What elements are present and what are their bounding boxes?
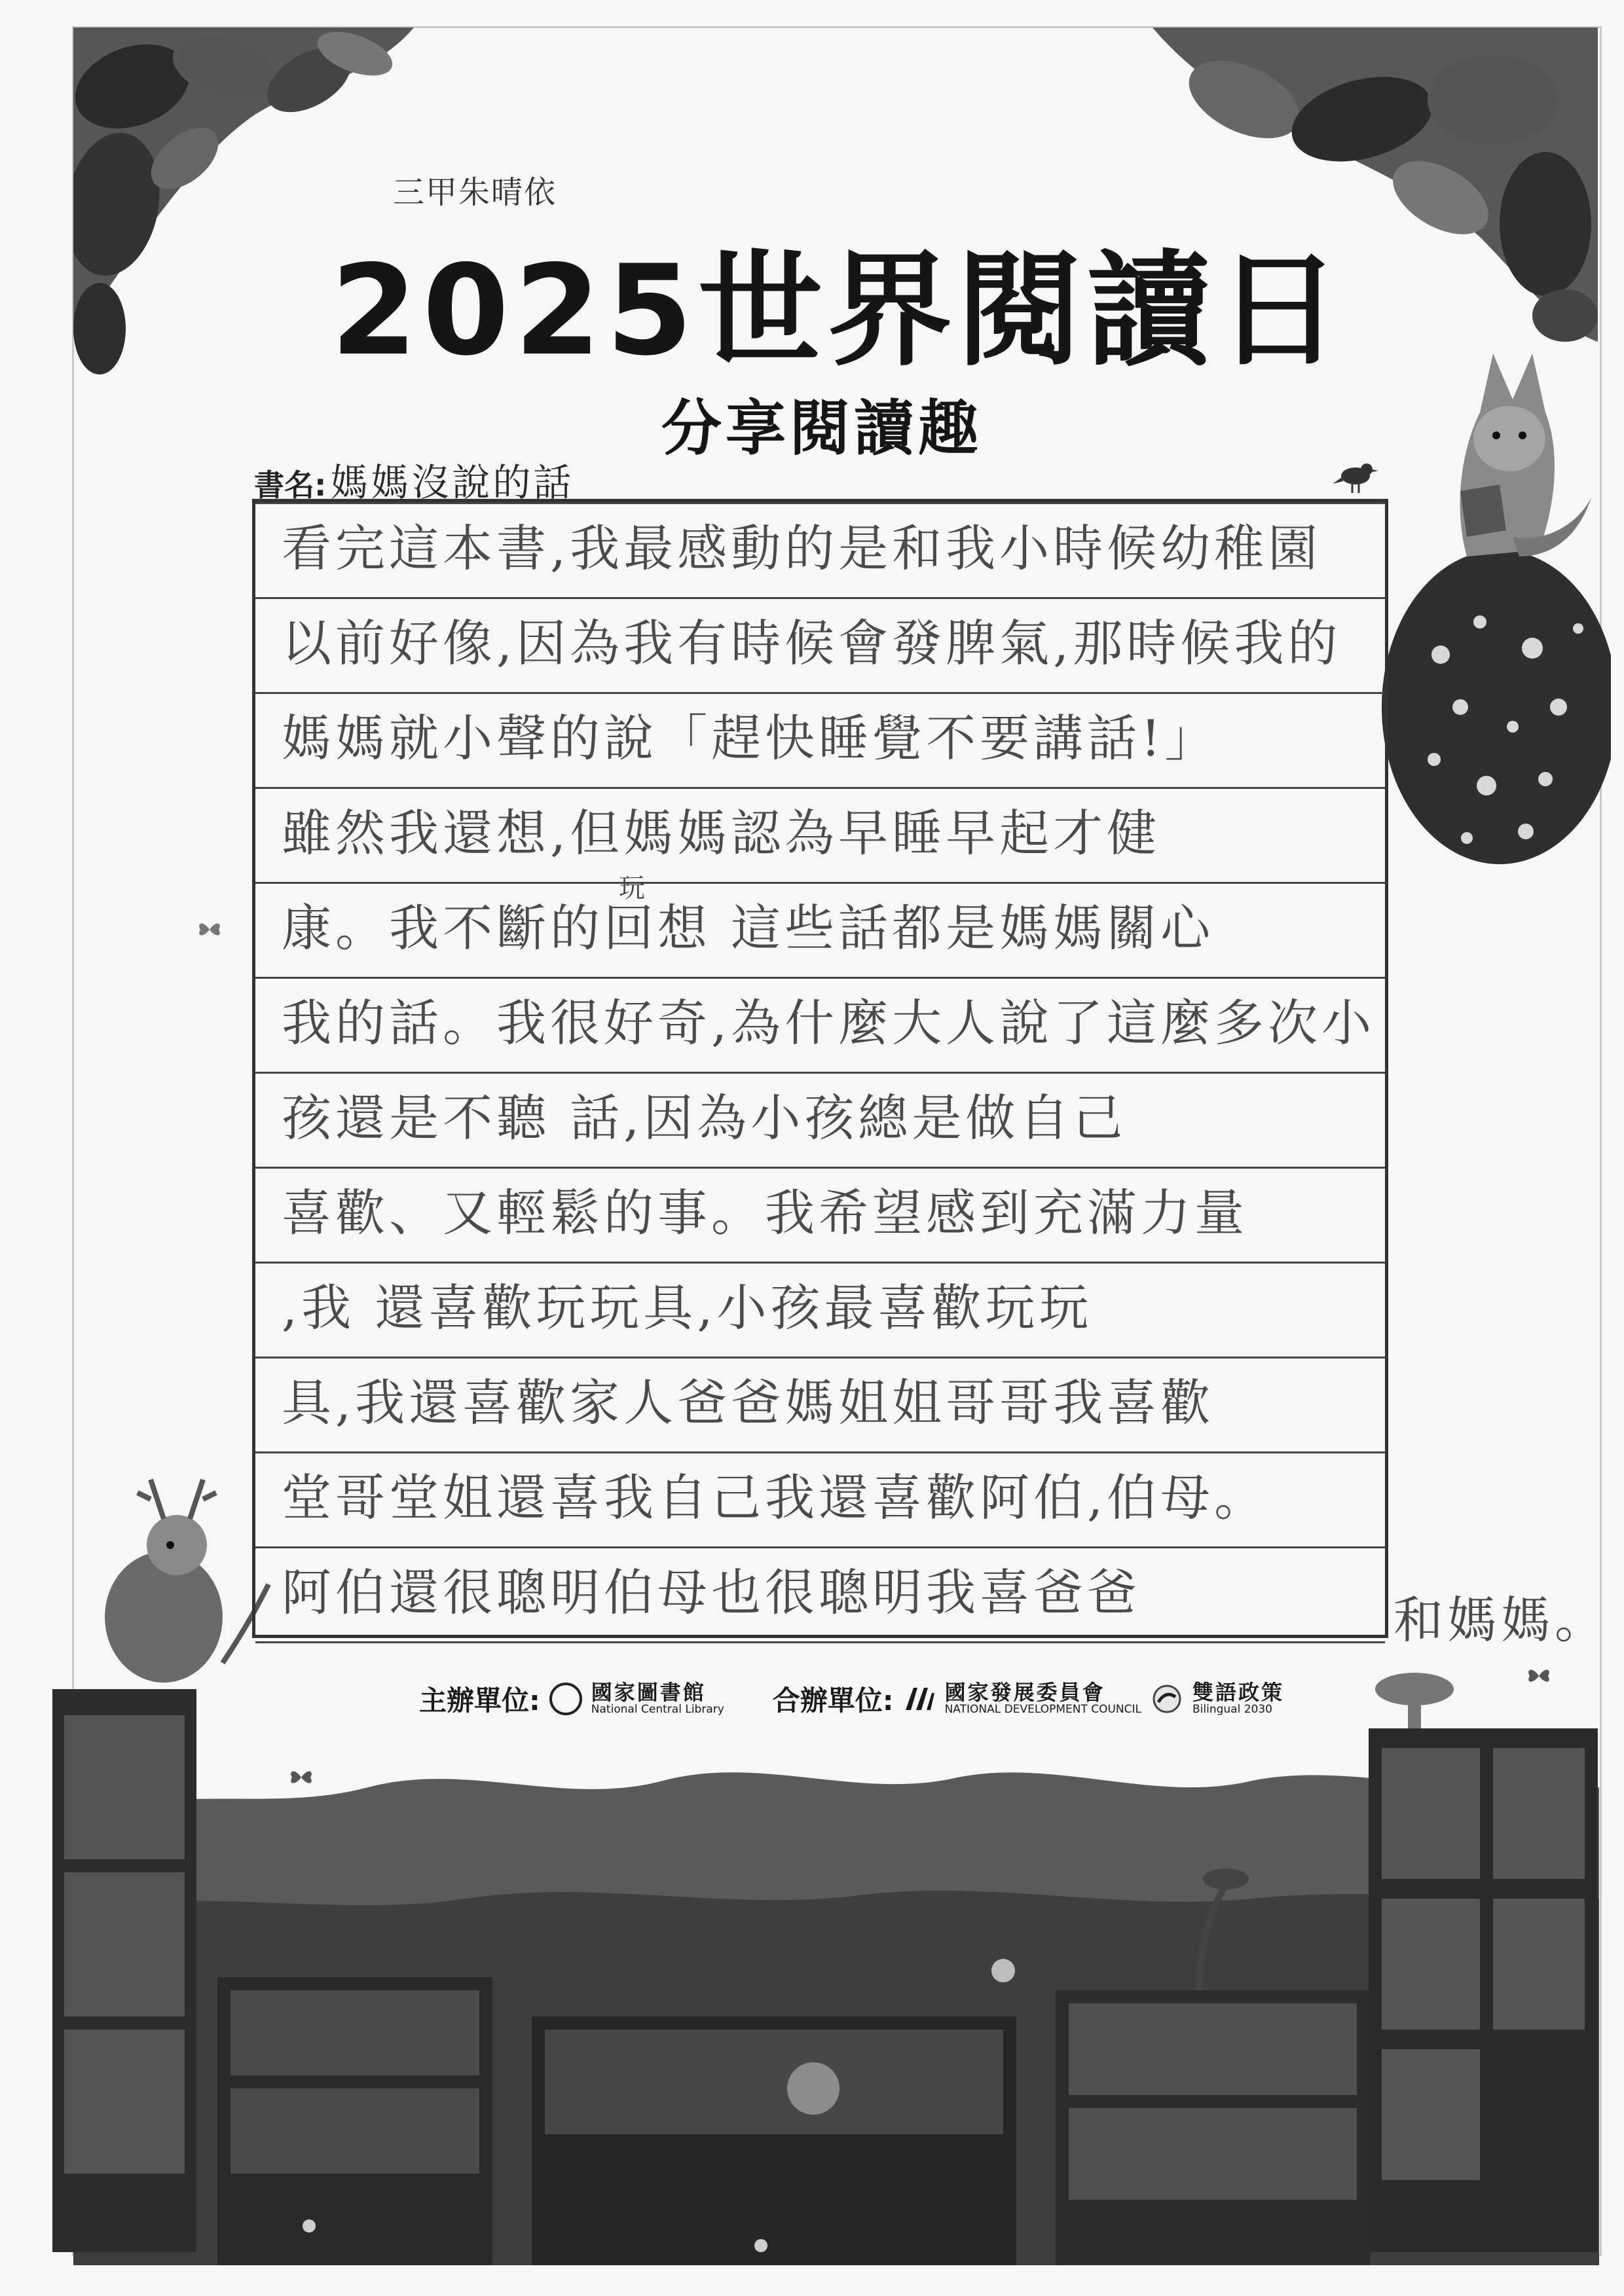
page-subtitle: 分享閱讀趣 xyxy=(661,393,983,464)
bilingual-policy xyxy=(1192,1682,1284,1715)
essay-line: ,我 還喜歡玩玩具,小孩最喜歡玩玩 xyxy=(255,1262,1385,1358)
fox-on-egg-illustration xyxy=(1362,340,1611,903)
bookshelf-illustration-right xyxy=(1369,1650,1598,2252)
host-organization xyxy=(591,1682,724,1715)
essay-line: 喜歡、又輕鬆的事。我希望感到充滿力量 xyxy=(255,1167,1385,1264)
co-host-organization xyxy=(945,1682,1141,1715)
book-label: 書名: xyxy=(254,467,327,503)
essay-line: 堂哥堂姐還喜我自己我還喜歡阿伯,伯母。 xyxy=(255,1451,1385,1548)
bilingual-policy-logo-icon xyxy=(1151,1684,1183,1714)
essay-line: 看完這本書,我最感動的是和我小時候幼稚園 xyxy=(255,502,1385,599)
essay-line: 媽媽就小聲的說「趕快睡覺不要講話!」 xyxy=(255,692,1385,789)
essay-line: 阿伯還很聰明伯母也很聰明我喜爸爸 xyxy=(255,1546,1385,1643)
co-host-label: 合辦單位: xyxy=(772,1685,894,1717)
policy-name-zh: 雙語政策 xyxy=(1192,1680,1285,1705)
host-label: 主辦單位: xyxy=(419,1685,540,1717)
page-title: 2025世界閱讀日 xyxy=(331,238,1346,383)
co-host-name-zh: 國家發展委員會 xyxy=(944,1680,1105,1705)
development-council-logo-icon xyxy=(903,1684,936,1714)
national-library-logo-icon xyxy=(549,1683,582,1715)
book-title: 媽媽沒說的話 xyxy=(330,460,574,505)
essay-line: 以前好像,因為我有時候會發脾氣,那時候我的 xyxy=(255,597,1385,694)
essay-line: 孩還是不聽 話,因為小孩總是做自己 xyxy=(255,1072,1385,1169)
deer-on-bookshelf-illustration xyxy=(52,1467,275,2252)
host-name-zh: 國家圖書館 xyxy=(591,1680,706,1705)
bird-icon xyxy=(1333,455,1378,494)
essay-insertion-mark: 玩 xyxy=(619,873,645,903)
co-host-name-en: NATIONAL DEVELOPMENT COUNCIL xyxy=(944,1702,1141,1716)
essay-overflow-text: 和媽媽。 xyxy=(1393,1591,1608,1649)
policy-name-en: Bilingual 2030 xyxy=(1192,1702,1272,1716)
essay-box xyxy=(252,499,1388,1638)
sponsor-bar xyxy=(419,1679,1284,1719)
essay-line: 具,我還喜歡家人爸爸媽姐姐哥哥我喜歡 xyxy=(255,1357,1385,1453)
student-name: 三甲朱晴依 xyxy=(393,174,557,211)
essay-line: 康。我不斷的回想 這些話都是媽媽關心 xyxy=(255,882,1385,979)
essay-line: 我的話。我很好奇,為什麼大人說了這麼多次小 xyxy=(255,977,1385,1074)
host-name-en: National Central Library xyxy=(591,1702,724,1716)
butterfly-icon xyxy=(196,920,223,939)
essay-line: 雖然我還想,但媽媽認為早睡早起才健 xyxy=(255,787,1385,884)
